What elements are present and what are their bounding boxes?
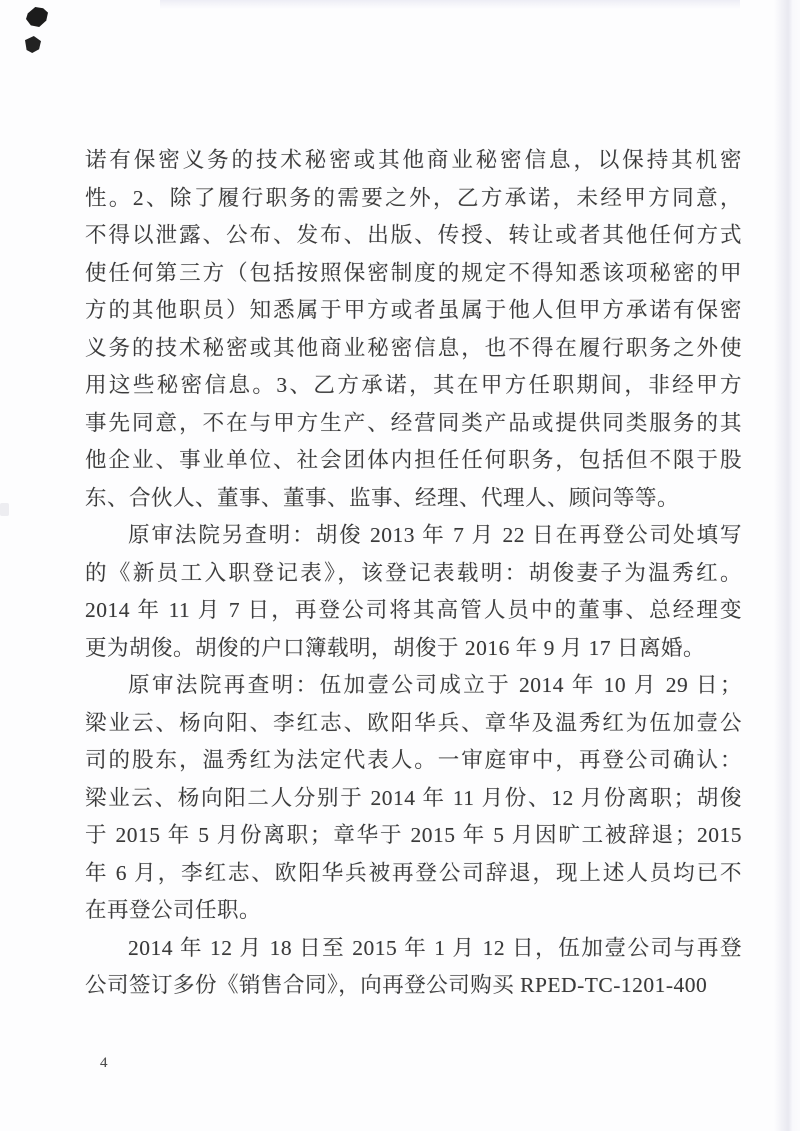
text-line: 司的股东，温秀红为法定代表人。一审庭审中，再登公司确认： bbox=[85, 748, 742, 772]
text-line: 事先同意，不在与甲方生产、经营同类产品或提供同类服务的其 bbox=[85, 410, 742, 435]
text-line: 梁业云、杨向阳二人分别于 2014 年 11 月份、12 月份离职；胡俊 bbox=[85, 785, 742, 810]
scan-mark-icon bbox=[26, 7, 48, 27]
text-line: 义务的技术秘密或其他商业秘密信息，也不得在履行职务之外使 bbox=[85, 335, 742, 360]
text-line: 使任何第三方（包括按照保密制度的规定不得知悉该项秘密的甲 bbox=[85, 260, 742, 285]
page-number: 4 bbox=[100, 1055, 108, 1071]
text-line: 2014 年 12 月 18 日至 2015 年 1 月 12 日，伍加壹公司与再登 bbox=[128, 935, 742, 960]
text-line: 不得以泄露、公布、发布、出版、传授、转让或者其他任何方式 bbox=[85, 223, 742, 247]
page-edge-shadow bbox=[774, 0, 800, 1131]
text-line: 性。2、除了履行职务的需要之外，乙方承诺，未经甲方同意， bbox=[85, 185, 742, 210]
text-line: 他企业、事业单位、社会团体内担任任何职务，包括但不限于股 bbox=[85, 448, 742, 472]
scan-smudge bbox=[0, 503, 9, 516]
text-line: 用这些秘密信息。3、乙方承诺，其在甲方任职期间，非经甲方 bbox=[85, 373, 742, 397]
text-line: 年 6 月，李红志、欧阳华兵被再登公司辞退，现上述人员均已不 bbox=[85, 860, 742, 885]
text-line: 更为胡俊。胡俊的户口簿载明，胡俊于 2016 年 9 月 17 日离婚。 bbox=[85, 635, 706, 660]
text-line: 于 2015 年 5 月份离职；章华于 2015 年 5 月因旷工被辞退；2015 bbox=[85, 823, 742, 847]
text-line: 2014 年 11 月 7 日，再登公司将其高管人员中的董事、总经理变 bbox=[85, 598, 742, 622]
scan-mark-icon bbox=[25, 36, 41, 53]
text-line: 的《新员工入职登记表》，该登记表载明：胡俊妻子为温秀红。 bbox=[85, 560, 742, 585]
text-line: 东、合伙人、董事、董事、监事、经理、代理人、顾问等等。 bbox=[85, 485, 680, 510]
document-body bbox=[85, 142, 742, 1005]
text-line: 梁业云、杨向阳、李红志、欧阳华兵、章华及温秀红为伍加壹公 bbox=[85, 710, 742, 735]
text-line: 原审法院另查明：胡俊 2013 年 7 月 22 日在再登公司处填写 bbox=[128, 523, 742, 547]
text-line: 公司签订多份《销售合同》，向再登公司购买 RPED-TC-1201-400 bbox=[85, 973, 708, 997]
page-top-shadow bbox=[160, 0, 740, 9]
text-line: 方的其他职员）知悉属于甲方或者虽属于他人但甲方承诺有保密 bbox=[85, 298, 742, 322]
text-line: 诺有保密义务的技术秘密或其他商业秘密信息，以保持其机密 bbox=[85, 148, 742, 172]
text-line: 在再登公司任职。 bbox=[85, 898, 262, 922]
text-line: 原审法院再查明：伍加壹公司成立于 2014 年 10 月 29 日； bbox=[128, 673, 742, 697]
